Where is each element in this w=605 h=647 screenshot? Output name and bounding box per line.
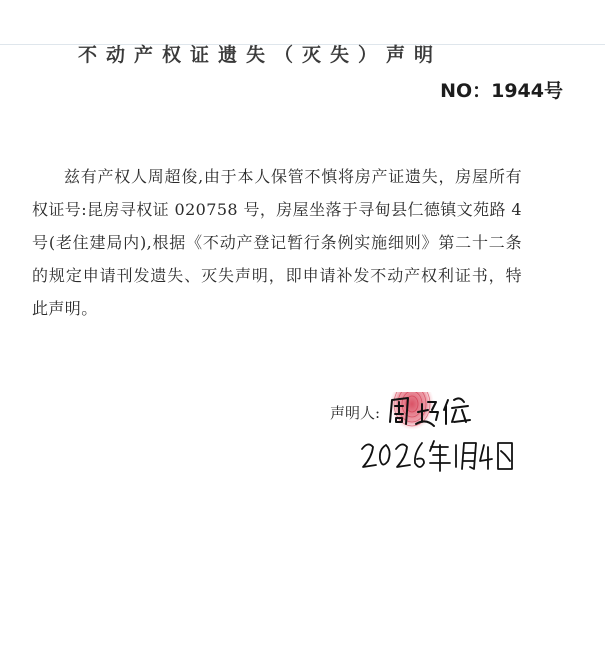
handwritten-date <box>360 437 520 473</box>
handwritten-date-strokes <box>360 437 520 473</box>
fingerprint-seal-icon <box>386 392 486 432</box>
document-number: NO：1944号 <box>440 80 563 102</box>
declaration-body: 兹有产权人周超俊,由于本人保管不慎将房产证遗失，房屋所有权证号:昆房寻权证 020758 号，房屋坐落于寻甸县仁德镇文苑路 4 号(老住建局内),根据《不动产登记暂行条例实施细则》第二十二条的规定申请刊发遗失、灭失声明，即申请补发不动产权利证书，特此声明。 <box>32 167 522 318</box>
signature-row <box>330 392 486 432</box>
document-title: 不动产权证遗失（灭失）声明 <box>77 44 442 66</box>
handwritten-signature <box>386 392 486 432</box>
declarant-label: 声明人: <box>330 403 381 422</box>
